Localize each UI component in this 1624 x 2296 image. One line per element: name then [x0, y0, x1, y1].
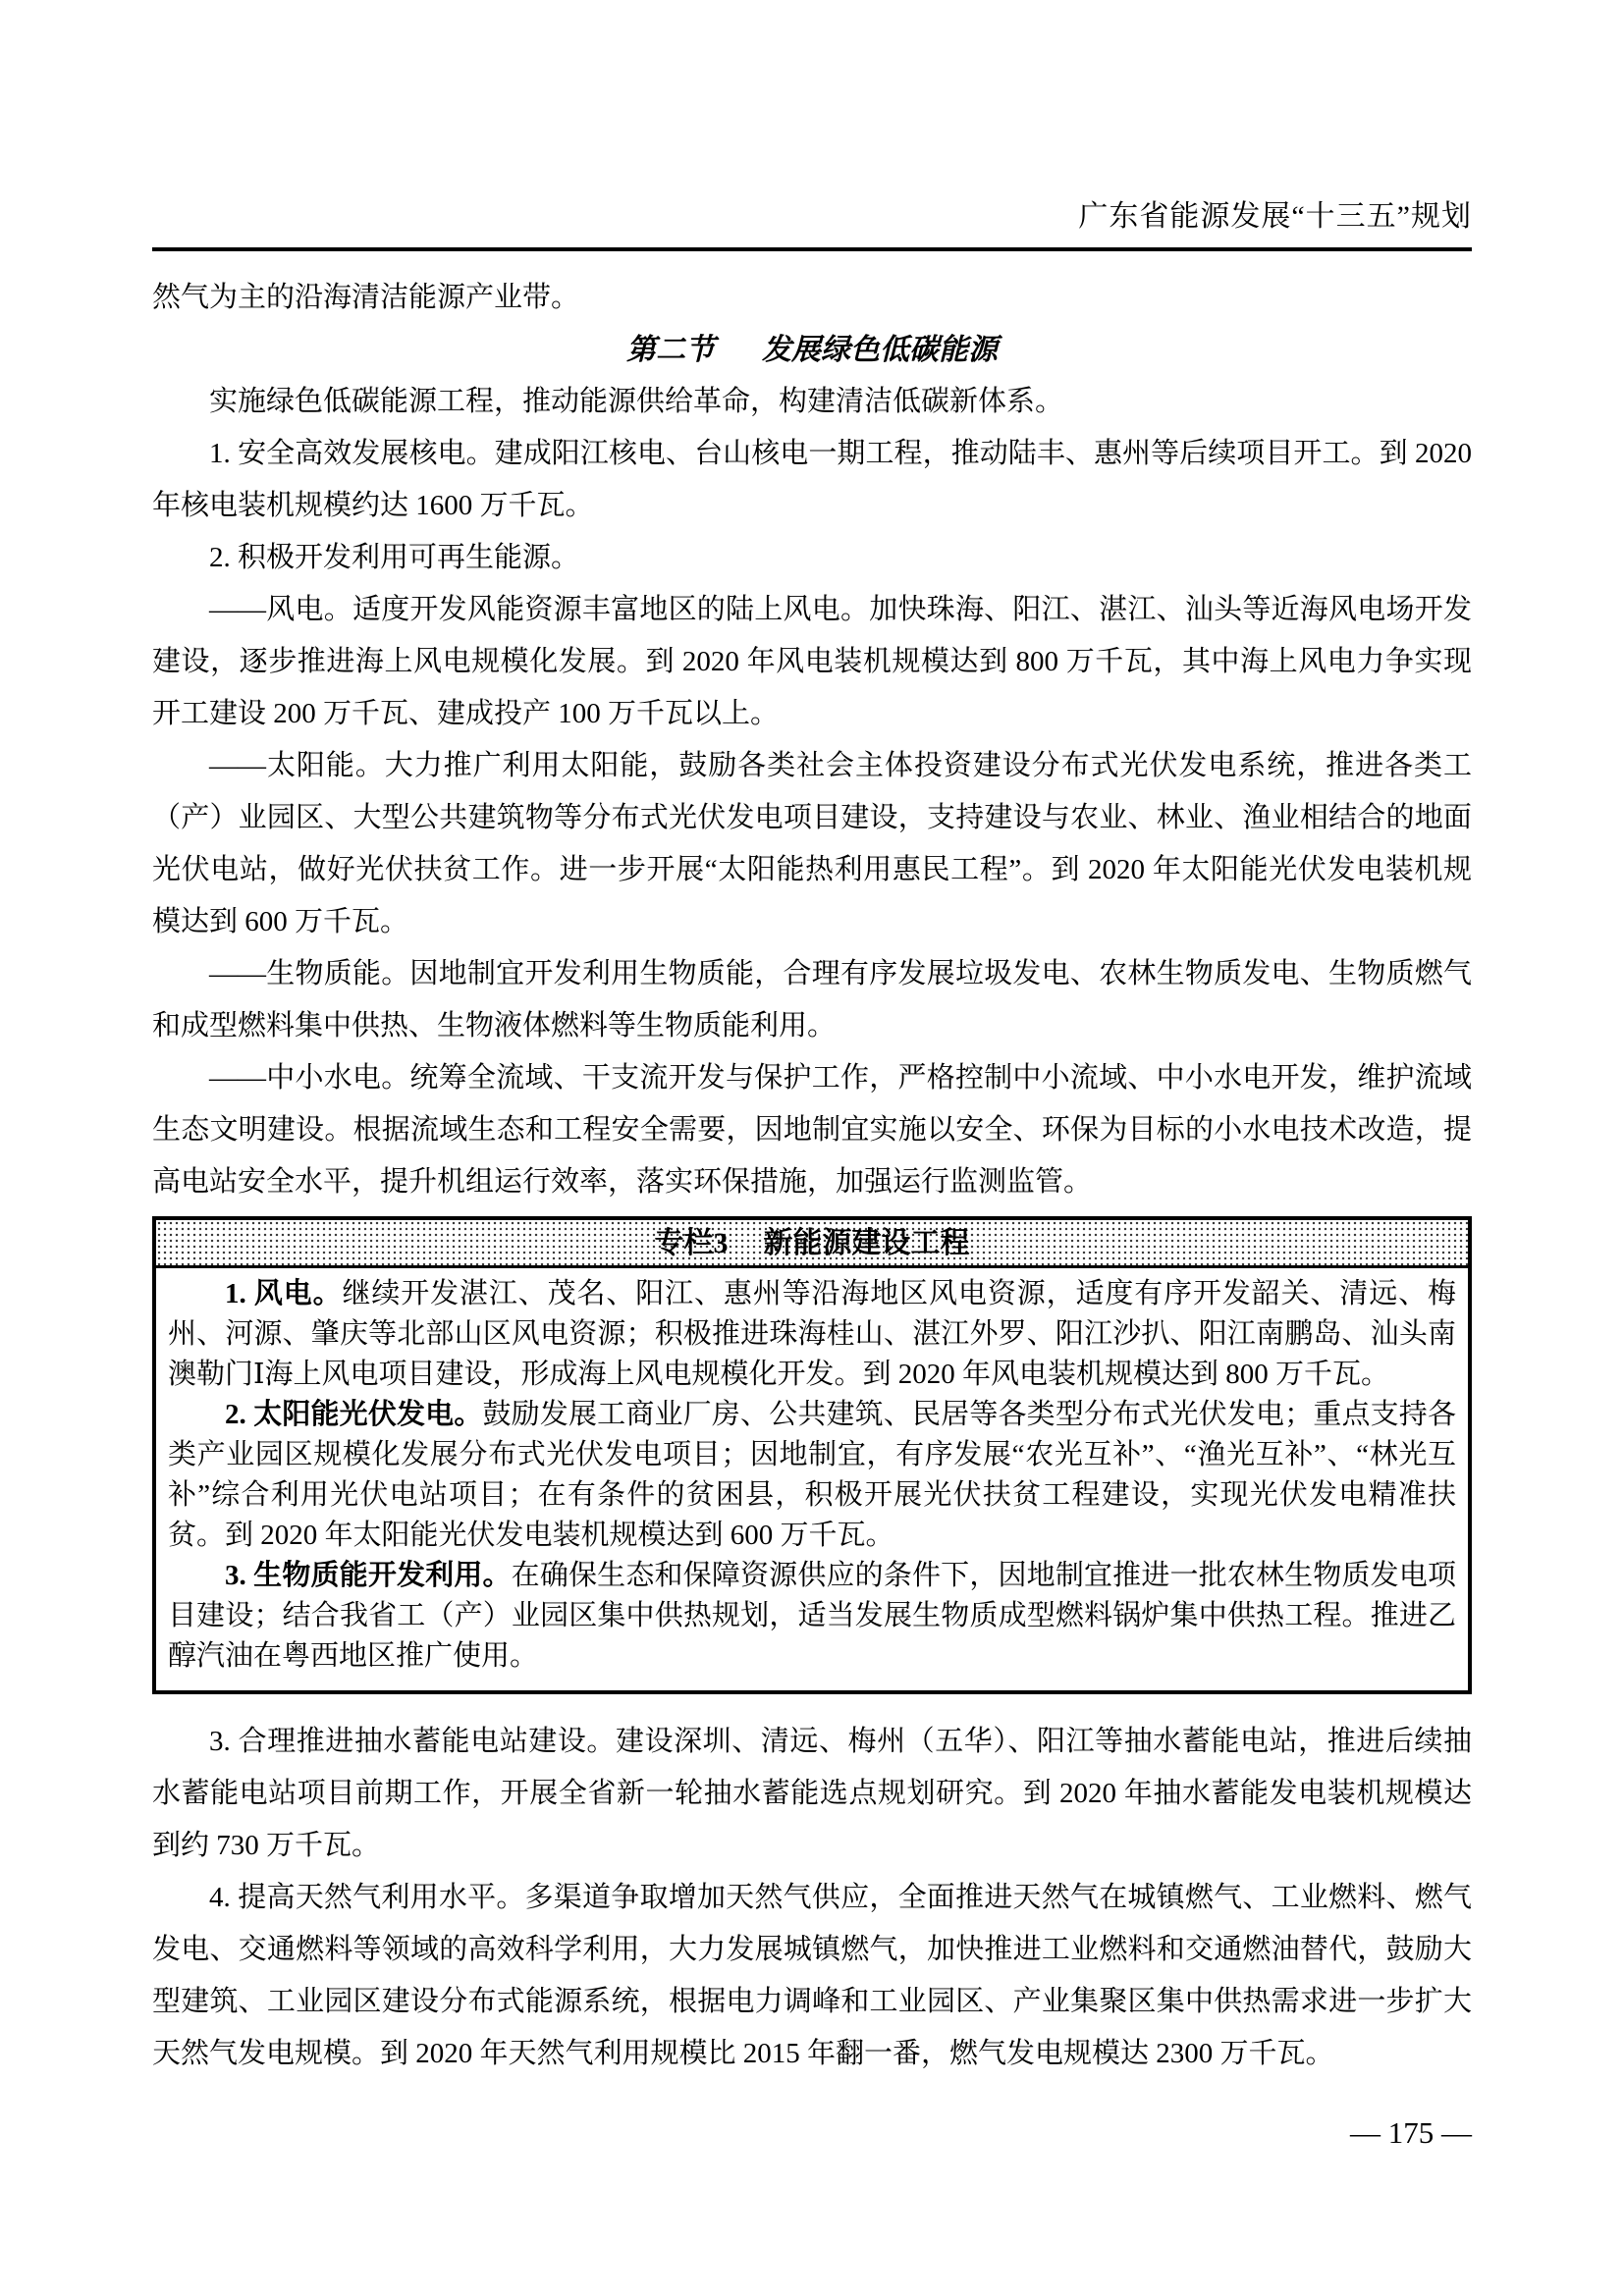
body-paragraph: ——中小水电。统筹全流域、干支流开发与保护工作，严格控制中小流域、中小水电开发，维护流域生态文明建设。根据流域生态和工程安全需要，因地制宜实施以安全、环保为目标的小水电技术改造，提高电站安全水平，提升机组运行效率，落实环保措施，加强运行监测监管。	[152, 1062, 1472, 1198]
callout-box-title	[156, 1220, 1468, 1268]
running-header-title: 广东省能源发展“十三五”规划	[1078, 200, 1472, 233]
body-paragraph: 1. 安全高效发展核电。建成阳江核电、台山核电一期工程，推动陆丰、惠州等后续项目开工。到 2020 年核电装机规模约达 1600 万千瓦。	[152, 438, 1472, 521]
document-body	[152, 272, 1472, 2080]
box-item-text: 鼓励发展工商业厂房、公共建筑、民居等各类型分布式光伏发电；重点支持各类产业园区规模化发展分布式光伏发电项目；因地制宜，有序发展“农光互补”、“渔光互补”、“林光互补”综合利用光伏电站项目；在有条件的贫困县，积极开展光伏扶贫工程建设，实现光伏发电精准扶贫。到 2020 年太阳能光伏发电装机规模达到 600 万千瓦。	[168, 1399, 1456, 1551]
box-item-lead: 2. 太阳能光伏发电。	[225, 1399, 483, 1430]
body-paragraph: 3. 合理推进抽水蓄能电站建设。建设深圳、清远、梅州（五华）、阳江等抽水蓄能电站，推进后续抽水蓄能电站项目前期工作，开展全省新一轮抽水蓄能选点规划研究。到 2020 年抽水蓄能发电装机规模达到约 730 万千瓦。	[152, 1726, 1472, 1861]
callout-box-new-energy-projects	[152, 1216, 1472, 1694]
continuation-paragraph: 然气为主的沿海清洁能源产业带。	[152, 282, 580, 313]
page-number: — 175 —	[1350, 2115, 1472, 2150]
callout-box-label: 专栏3	[654, 1226, 729, 1259]
page-footer	[152, 2113, 1472, 2153]
body-paragraph: ——风电。适度开发风能资源丰富地区的陆上风电。加快珠海、阳江、湛江、汕头等近海风电场开发建设，逐步推进海上风电规模化发展。到 2020 年风电装机规模达到 800 万千瓦，其中海上风电力争实现开工建设 200 万千瓦、建成投产 100 万千瓦以上。	[152, 594, 1472, 729]
body-paragraph: ——生物质能。因地制宜开发利用生物质能，合理有序发展垃圾发电、农林生物质发电、生物质燃气和成型燃料集中供热、生物液体燃料等生物质能利用。	[152, 958, 1472, 1041]
callout-box-body	[156, 1268, 1468, 1690]
header-rule	[152, 247, 1472, 251]
body-paragraph: 2. 积极开发利用可再生能源。	[209, 542, 580, 573]
box-item	[168, 1556, 1456, 1677]
body-paragraph: ——太阳能。大力推广利用太阳能，鼓励各类社会主体投资建设分布式光伏发电系统，推进各类工（产）业园区、大型公共建筑物等分布式光伏发电项目建设，支持建设与农业、林业、渔业相结合的地面光伏电站，做好光伏扶贫工作。进一步开展“太阳能热利用惠民工程”。到 2020 年太阳能光伏发电装机规模达到 600 万千瓦。	[152, 750, 1472, 937]
box-item-lead: 3. 生物质能开发利用。	[225, 1560, 512, 1591]
box-item	[168, 1274, 1456, 1395]
box-item-text: 在确保生态和保障资源供应的条件下，因地制宜推进一批农林生物质发电项目建设；结合我省工（产）业园区集中供热规划，适当发展生物质成型燃料锅炉集中供热工程。推进乙醇汽油在粤西地区推广使用。	[168, 1560, 1456, 1672]
page-header	[152, 0, 1472, 251]
body-paragraph: 实施绿色低碳能源工程，推动能源供给革命，构建清洁低碳新体系。	[209, 386, 1064, 417]
section-number: 第二节	[626, 334, 715, 366]
body-paragraph: 4. 提高天然气利用水平。多渠道争取增加天然气供应，全面推进天然气在城镇燃气、工业燃料、燃气发电、交通燃料等领域的高效科学利用，大力发展城镇燃气，加快推进工业燃料和交通燃油替代，鼓励大型建筑、工业园区建设分布式能源系统，根据电力调峰和工业园区、产业集聚区集中供热需求进一步扩大天然气发电规模。到 2020 年天然气利用规模比 2015 年翻一番，燃气发电规模达 2300 万千瓦。	[152, 1882, 1472, 2069]
box-item-text: 继续开发湛江、茂名、阳江、惠州等沿海地区风电资源，适度有序开发韶关、清远、梅州、河源、肇庆等北部山区风电资源；积极推进珠海桂山、湛江外罗、阳江沙扒、阳江南鹏岛、汕头南澳勒门Ⅰ海上风电项目建设，形成海上风电规模化开发。到 2020 年风电装机规模达到 800 万千瓦。	[168, 1278, 1456, 1390]
section-heading	[152, 324, 1472, 376]
box-item-lead: 1. 风电。	[225, 1278, 343, 1309]
box-item	[168, 1395, 1456, 1556]
callout-box-title-text: 新能源建设工程	[763, 1226, 970, 1259]
section-title: 发展绿色低碳能源	[762, 334, 998, 366]
